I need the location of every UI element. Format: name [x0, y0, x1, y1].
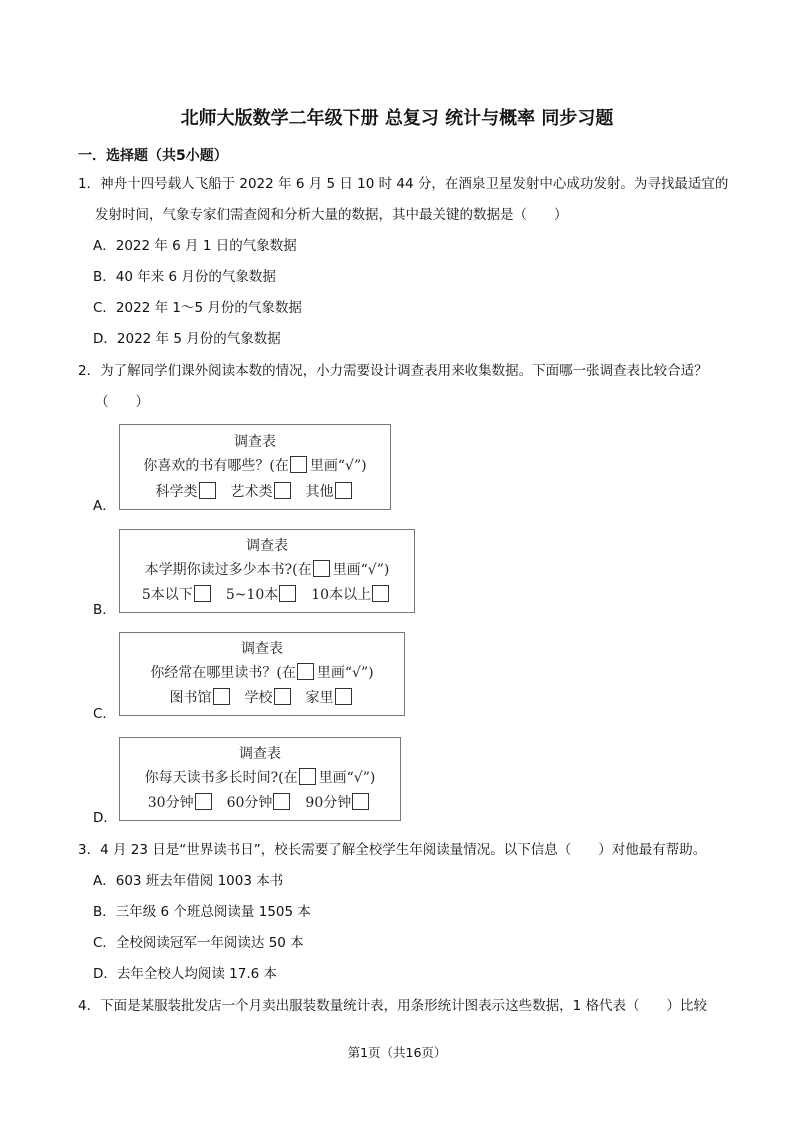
q1-option-a: A．2022 年 6 月 1 日的气象数据	[93, 238, 297, 254]
survey-choice: 科学类	[155, 484, 198, 500]
checkbox-icon	[195, 793, 212, 810]
q3-stem: 3．4 月 23 日是“世界读书日”，校长需要了解全校学生年阅读量情况。以下信息（ ）对他最有帮助。	[78, 842, 707, 858]
survey-choices	[120, 687, 404, 707]
survey-title: 调查表	[241, 641, 283, 657]
page-title: 北师大版数学二年级下册 总复习 统计与概率 同步习题	[180, 108, 614, 129]
checkbox-icon	[372, 585, 389, 602]
survey-table-b	[119, 529, 415, 613]
survey-question-text: 本学期你读过多少本书?(在	[144, 562, 312, 578]
checkbox-icon	[194, 585, 211, 602]
q3-option-a: A．603 班去年借阅 1003 本书	[93, 873, 284, 889]
q3-option-c: C．全校阅读冠军一年阅读达 50 本	[93, 935, 304, 951]
survey-choice: 5本以下	[141, 587, 193, 603]
survey-mark-text: 里画“√”)	[318, 770, 376, 786]
survey-question-text: 你喜欢的书有哪些？(在	[143, 458, 289, 474]
q2-stem-line1: 2．为了解同学们课外阅读本数的情况，小力需要设计调查表用来收集数据。下面哪一张调查表比较合适？	[78, 363, 708, 379]
survey-title: 调查表	[239, 746, 281, 762]
survey-question-text: 你每天读书多长时间?(在	[144, 770, 298, 786]
checkbox-icon	[352, 793, 369, 810]
survey-mark-text: 里画“√”)	[309, 458, 367, 474]
survey-table-a	[119, 424, 391, 510]
q1-option-c: C．2022 年 1～5 月份的气象数据	[93, 300, 302, 316]
survey-choice: 图书馆	[169, 690, 212, 706]
checkbox-icon	[279, 585, 296, 602]
q2-option-d-letter: D．	[93, 810, 117, 826]
checkbox-icon	[290, 456, 307, 473]
survey-question	[120, 662, 404, 682]
survey-choice: 家里	[305, 690, 334, 706]
survey-question	[120, 455, 390, 475]
survey-choice: 10本以上	[311, 587, 372, 603]
q1-option-d: D．2022 年 5 月份的气象数据	[93, 331, 281, 347]
survey-choices	[120, 481, 390, 501]
q2-option-b-letter: B．	[93, 602, 116, 618]
survey-question	[120, 767, 400, 787]
checkbox-icon	[335, 688, 352, 705]
survey-choice: 60分钟	[226, 795, 273, 811]
survey-mark-text: 里画“√”)	[316, 665, 374, 681]
survey-choices	[120, 792, 400, 812]
survey-choice: 30分钟	[147, 795, 194, 811]
survey-choice: 学校	[244, 690, 273, 706]
survey-choice: 艺术类	[230, 484, 273, 500]
checkbox-icon	[213, 688, 230, 705]
q1-stem-line2: 发射时间，气象专家们需查阅和分析大量的数据，其中最关键的数据是（ ）	[95, 207, 568, 223]
survey-choice: 5~10本	[225, 587, 279, 603]
q2-option-a-letter: A．	[93, 498, 116, 514]
checkbox-icon	[335, 482, 352, 499]
survey-title: 调查表	[234, 434, 276, 450]
survey-table-c	[119, 632, 405, 716]
q1-option-b: B．40 年来 6 月份的气象数据	[93, 269, 276, 285]
survey-choice: 90分钟	[305, 795, 352, 811]
survey-table-d	[119, 737, 401, 821]
q4-stem: 4．下面是某服装批发店一个月卖出服装数量统计表，用条形统计图表示这些数据，1 格代表（ ）比较	[78, 998, 707, 1014]
q3-option-b: B．三年级 6 个班总阅读量 1505 本	[93, 904, 311, 920]
survey-title: 调查表	[246, 538, 288, 554]
checkbox-icon	[297, 663, 314, 680]
checkbox-icon	[199, 482, 216, 499]
checkbox-icon	[313, 560, 330, 577]
survey-choice: 其他	[305, 484, 334, 500]
q3-option-d: D．去年全校人均阅读 17.6 本	[93, 966, 278, 982]
checkbox-icon	[274, 482, 291, 499]
section-heading: 一．选择题（共5小题）	[78, 148, 228, 164]
q1-stem-line1: 1．神舟十四号载人飞船于 2022 年 6 月 5 日 10 时 44 分，在酒泉卫星发射中心成功发射。为寻找最适宜的	[78, 176, 729, 192]
checkbox-icon	[274, 688, 291, 705]
survey-question-text: 你经常在哪里读书？(在	[150, 665, 296, 681]
q2-stem-line2: （ ）	[95, 394, 149, 410]
checkbox-icon	[273, 793, 290, 810]
q2-option-c-letter: C．	[93, 706, 116, 722]
survey-choices	[120, 584, 414, 604]
survey-question	[120, 559, 414, 579]
checkbox-icon	[299, 768, 316, 785]
page-footer: 第1页（共16页）	[347, 1045, 447, 1060]
survey-mark-text: 里画“√”)	[332, 562, 390, 578]
